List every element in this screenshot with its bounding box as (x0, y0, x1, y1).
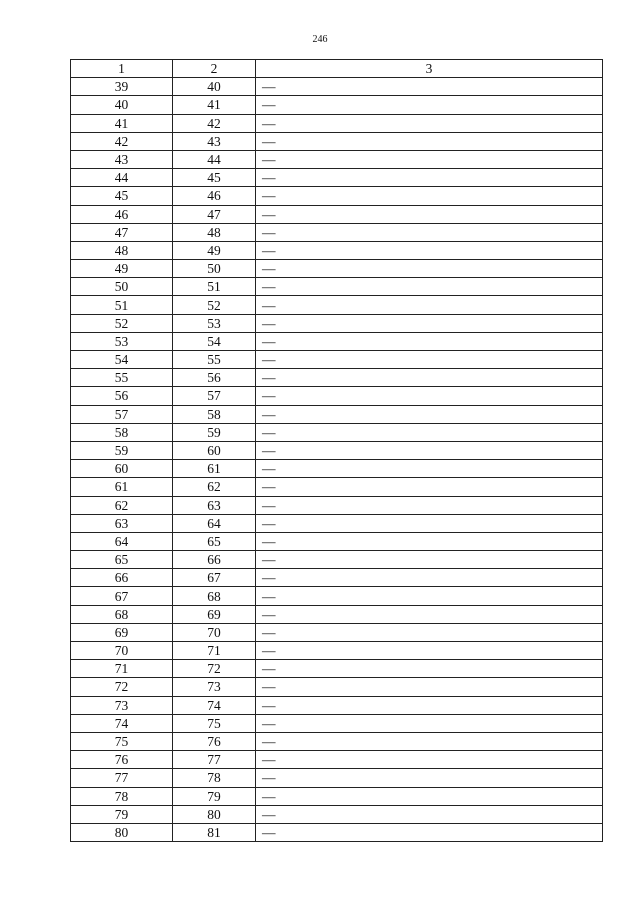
table-cell-col-1: 43 (71, 150, 173, 168)
table-cell-col-3: — (256, 478, 603, 496)
table-cell-col-3: — (256, 696, 603, 714)
table-cell-col-3: — (256, 278, 603, 296)
table-row (71, 241, 603, 259)
table-cell-col-1: 68 (71, 605, 173, 623)
table-cell-col-2: 43 (173, 132, 256, 150)
table-cell-col-3: — (256, 351, 603, 369)
table-row (71, 587, 603, 605)
table-cell-col-1: 54 (71, 351, 173, 369)
table-cell-col-3: — (256, 223, 603, 241)
table-cell-col-1: 80 (71, 823, 173, 841)
table-cell-col-2: 71 (173, 642, 256, 660)
table-header-row (71, 60, 603, 78)
table-cell-col-2: 46 (173, 187, 256, 205)
table-cell-col-3: — (256, 769, 603, 787)
table-cell-col-2: 65 (173, 532, 256, 550)
table-cell-col-2: 56 (173, 369, 256, 387)
table-cell-col-1: 48 (71, 241, 173, 259)
table-cell-col-3: — (256, 441, 603, 459)
table-cell-col-3: — (256, 514, 603, 532)
table-cell-col-2: 68 (173, 587, 256, 605)
table-cell-col-3: — (256, 532, 603, 550)
table-cell-col-2: 55 (173, 351, 256, 369)
table-cell-col-2: 63 (173, 496, 256, 514)
table-cell-col-1: 53 (71, 332, 173, 350)
table-cell-col-2: 60 (173, 441, 256, 459)
table-cell-col-1: 55 (71, 369, 173, 387)
table-row (71, 78, 603, 96)
table-cell-col-1: 58 (71, 423, 173, 441)
table-row (71, 96, 603, 114)
table-cell-col-1: 70 (71, 642, 173, 660)
table-cell-col-1: 77 (71, 769, 173, 787)
table-cell-col-1: 49 (71, 260, 173, 278)
table-row (71, 278, 603, 296)
table-cell-col-1: 76 (71, 751, 173, 769)
table-cell-col-2: 70 (173, 623, 256, 641)
table-cell-col-3: — (256, 314, 603, 332)
table-cell-col-1: 59 (71, 441, 173, 459)
table-cell-col-3: — (256, 460, 603, 478)
table-cell-col-3: — (256, 78, 603, 96)
table-cell-col-2: 53 (173, 314, 256, 332)
table-cell-col-2: 49 (173, 241, 256, 259)
table-row (71, 787, 603, 805)
table-cell-col-1: 74 (71, 714, 173, 732)
table-cell-col-1: 57 (71, 405, 173, 423)
table-cell-col-3: — (256, 714, 603, 732)
table-cell-col-2: 79 (173, 787, 256, 805)
table-cell-col-3: — (256, 496, 603, 514)
table-cell-col-2: 74 (173, 696, 256, 714)
table-cell-col-3: — (256, 805, 603, 823)
table-row (71, 314, 603, 332)
table-cell-col-3: — (256, 569, 603, 587)
table-row (71, 496, 603, 514)
table-row (71, 569, 603, 587)
table-row (71, 351, 603, 369)
table-cell-col-2: 57 (173, 387, 256, 405)
table-row (71, 751, 603, 769)
table-cell-col-3: — (256, 787, 603, 805)
table-cell-col-3: — (256, 187, 603, 205)
table-row (71, 769, 603, 787)
table-cell-col-3: — (256, 205, 603, 223)
table-cell-col-1: 78 (71, 787, 173, 805)
table-cell-col-2: 73 (173, 678, 256, 696)
table-cell-col-2: 72 (173, 660, 256, 678)
table-cell-col-3: — (256, 241, 603, 259)
table-cell-col-2: 58 (173, 405, 256, 423)
table-cell-col-1: 56 (71, 387, 173, 405)
table-cell-col-1: 39 (71, 78, 173, 96)
table-cell-col-1: 51 (71, 296, 173, 314)
table-row (71, 223, 603, 241)
table-cell-col-2: 59 (173, 423, 256, 441)
table-row (71, 696, 603, 714)
table-row (71, 623, 603, 641)
table-cell-col-3: — (256, 623, 603, 641)
column-header-3: 3 (256, 60, 603, 78)
table-cell-col-1: 64 (71, 532, 173, 550)
table-cell-col-1: 73 (71, 696, 173, 714)
table-cell-col-3: — (256, 369, 603, 387)
table-cell-col-2: 67 (173, 569, 256, 587)
table-body (71, 78, 603, 842)
table-cell-col-2: 64 (173, 514, 256, 532)
table-cell-col-1: 50 (71, 278, 173, 296)
table-row (71, 150, 603, 168)
table-cell-col-2: 41 (173, 96, 256, 114)
column-header-1: 1 (71, 60, 173, 78)
table-cell-col-2: 80 (173, 805, 256, 823)
table-cell-col-2: 54 (173, 332, 256, 350)
table-cell-col-1: 40 (71, 96, 173, 114)
table-row (71, 169, 603, 187)
table-row (71, 551, 603, 569)
table-cell-col-3: — (256, 605, 603, 623)
table-cell-col-2: 61 (173, 460, 256, 478)
table-cell-col-3: — (256, 332, 603, 350)
table-cell-col-1: 45 (71, 187, 173, 205)
table-cell-col-1: 60 (71, 460, 173, 478)
table-row (71, 405, 603, 423)
table-cell-col-2: 78 (173, 769, 256, 787)
table-cell-col-1: 67 (71, 587, 173, 605)
table-cell-col-1: 52 (71, 314, 173, 332)
table-cell-col-2: 69 (173, 605, 256, 623)
table-cell-col-3: — (256, 132, 603, 150)
table-cell-col-2: 47 (173, 205, 256, 223)
table-cell-col-3: — (256, 732, 603, 750)
table-row (71, 260, 603, 278)
table-cell-col-1: 71 (71, 660, 173, 678)
table-cell-col-3: — (256, 260, 603, 278)
table-row (71, 387, 603, 405)
table-cell-col-3: — (256, 114, 603, 132)
table-cell-col-3: — (256, 751, 603, 769)
column-header-2: 2 (173, 60, 256, 78)
table-row (71, 605, 603, 623)
table-cell-col-1: 41 (71, 114, 173, 132)
table-row (71, 714, 603, 732)
table-cell-col-2: 62 (173, 478, 256, 496)
table-row (71, 823, 603, 841)
table-cell-col-3: — (256, 96, 603, 114)
table-cell-col-2: 40 (173, 78, 256, 96)
table-cell-col-2: 81 (173, 823, 256, 841)
table-row (71, 296, 603, 314)
table-cell-col-3: — (256, 551, 603, 569)
table-cell-col-3: — (256, 296, 603, 314)
table-cell-col-3: — (256, 169, 603, 187)
table-cell-col-2: 75 (173, 714, 256, 732)
table-cell-col-2: 42 (173, 114, 256, 132)
table-row (71, 678, 603, 696)
table-row (71, 514, 603, 532)
table-cell-col-3: — (256, 150, 603, 168)
table-cell-col-1: 42 (71, 132, 173, 150)
table-cell-col-2: 48 (173, 223, 256, 241)
table-row (71, 441, 603, 459)
table-cell-col-1: 47 (71, 223, 173, 241)
table-cell-col-2: 52 (173, 296, 256, 314)
table-cell-col-3: — (256, 423, 603, 441)
table-row (71, 187, 603, 205)
table-row (71, 660, 603, 678)
table-cell-col-2: 50 (173, 260, 256, 278)
table-cell-col-3: — (256, 642, 603, 660)
table-row (71, 460, 603, 478)
table-row (71, 332, 603, 350)
table-cell-col-3: — (256, 387, 603, 405)
table-row (71, 732, 603, 750)
table-row (71, 423, 603, 441)
table-row (71, 805, 603, 823)
table-cell-col-1: 61 (71, 478, 173, 496)
table-row (71, 205, 603, 223)
table-row (71, 478, 603, 496)
page-number: 246 (312, 34, 328, 45)
table-cell-col-3: — (256, 587, 603, 605)
table-cell-col-3: — (256, 678, 603, 696)
table-cell-col-2: 51 (173, 278, 256, 296)
table-cell-col-3: — (256, 405, 603, 423)
table-cell-col-1: 66 (71, 569, 173, 587)
table-row (71, 132, 603, 150)
data-table (70, 59, 603, 842)
table-cell-col-3: — (256, 660, 603, 678)
table-cell-col-1: 75 (71, 732, 173, 750)
table-cell-col-1: 46 (71, 205, 173, 223)
table-cell-col-1: 72 (71, 678, 173, 696)
table-cell-col-1: 69 (71, 623, 173, 641)
table-cell-col-2: 76 (173, 732, 256, 750)
table-row (71, 532, 603, 550)
table-cell-col-2: 66 (173, 551, 256, 569)
table-cell-col-1: 62 (71, 496, 173, 514)
table-row (71, 642, 603, 660)
table-cell-col-1: 44 (71, 169, 173, 187)
table-cell-col-2: 77 (173, 751, 256, 769)
table-cell-col-1: 65 (71, 551, 173, 569)
table-row (71, 369, 603, 387)
table-cell-col-1: 79 (71, 805, 173, 823)
table-cell-col-1: 63 (71, 514, 173, 532)
table-cell-col-2: 44 (173, 150, 256, 168)
table-cell-col-2: 45 (173, 169, 256, 187)
table-row (71, 114, 603, 132)
table-cell-col-3: — (256, 823, 603, 841)
